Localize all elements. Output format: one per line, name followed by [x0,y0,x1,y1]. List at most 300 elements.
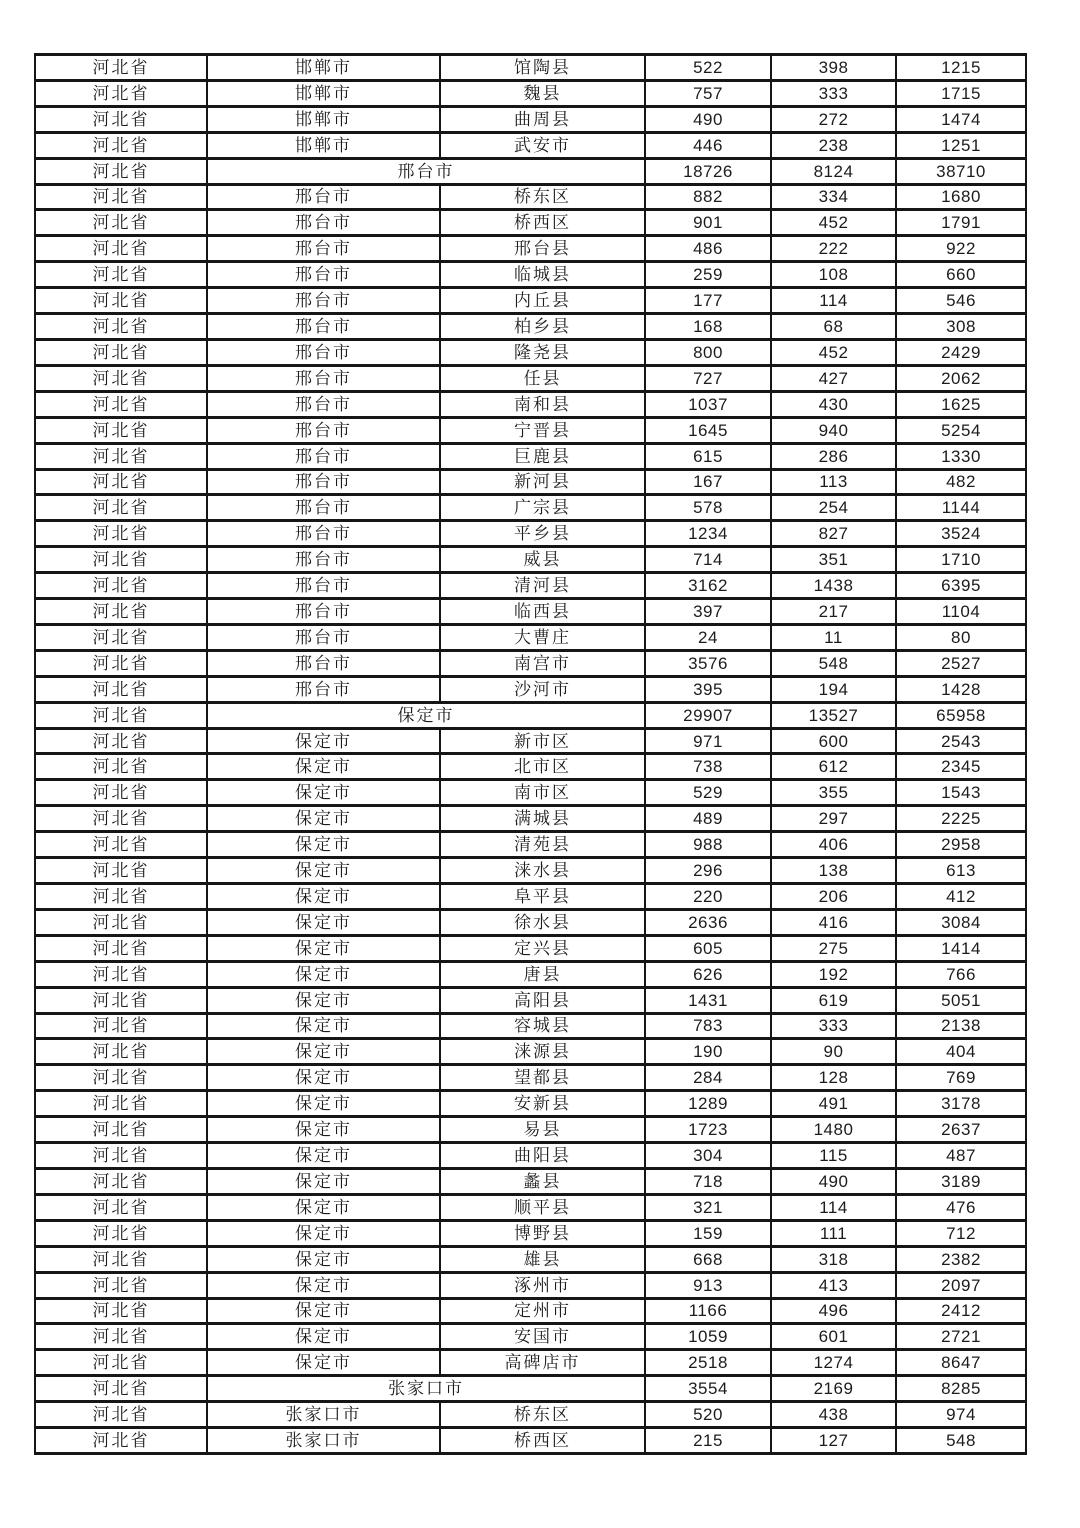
cell-value: 127 [771,1428,896,1454]
cell-value: 578 [645,495,771,521]
cell-province: 河北省 [35,599,207,625]
cell-city: 保定市 [207,1117,440,1143]
cell-value: 114 [771,1194,896,1220]
cell-city: 邢台市 [207,443,440,469]
table-row [35,1143,1026,1169]
cell-province: 河北省 [35,573,207,599]
cell-province: 河北省 [35,961,207,987]
cell-county: 南市区 [440,780,645,806]
cell-county: 涞水县 [440,858,645,884]
cell-county: 柏乡县 [440,314,645,340]
cell-province: 河北省 [35,1168,207,1194]
cell-value: 489 [645,806,771,832]
cell-value: 254 [771,495,896,521]
table-row [35,1194,1026,1220]
table-row [35,650,1026,676]
table-body [35,55,1026,1454]
cell-value: 168 [645,314,771,340]
cell-value: 167 [645,469,771,495]
cell-value: 548 [771,650,896,676]
cell-value: 3084 [896,909,1026,935]
cell-value: 757 [645,80,771,106]
cell-value: 1680 [896,184,1026,210]
cell-province: 河北省 [35,495,207,521]
cell-province: 河北省 [35,624,207,650]
cell-province: 河北省 [35,80,207,106]
cell-value: 296 [645,858,771,884]
cell-province: 河北省 [35,1143,207,1169]
cell-value: 766 [896,961,1026,987]
cell-county: 博野县 [440,1220,645,1246]
cell-province: 河北省 [35,288,207,314]
cell-value: 452 [771,210,896,236]
cell-county: 邢台县 [440,236,645,262]
cell-city: 张家口市 [207,1402,440,1428]
table-row [35,599,1026,625]
cell-county: 内丘县 [440,288,645,314]
cell-county: 魏县 [440,80,645,106]
cell-value: 275 [771,935,896,961]
cell-value: 1144 [896,495,1026,521]
cell-city: 保定市 [207,1246,440,1272]
cell-province: 河北省 [35,1246,207,1272]
cell-county: 高阳县 [440,987,645,1013]
cell-province: 河北省 [35,702,207,728]
cell-value: 427 [771,365,896,391]
cell-city: 保定市 [207,987,440,1013]
cell-province: 河北省 [35,728,207,754]
table-row [35,884,1026,910]
cell-county: 清河县 [440,573,645,599]
cell-province: 河北省 [35,1091,207,1117]
table-row [35,469,1026,495]
cell-city: 保定市 [207,1091,440,1117]
cell-city: 邢台市 [207,417,440,443]
cell-value: 29907 [645,702,771,728]
cell-value: 2637 [896,1117,1026,1143]
cell-value: 11 [771,624,896,650]
cell-value: 1723 [645,1117,771,1143]
cell-city: 邯郸市 [207,55,440,81]
cell-province: 河北省 [35,1324,207,1350]
cell-county: 广宗县 [440,495,645,521]
cell-value: 114 [771,288,896,314]
cell-county: 顺平县 [440,1194,645,1220]
cell-value: 284 [645,1065,771,1091]
table-row [35,365,1026,391]
table-row [35,339,1026,365]
cell-value: 5051 [896,987,1026,1013]
cell-value: 1414 [896,935,1026,961]
cell-province: 河北省 [35,935,207,961]
table-row [35,1324,1026,1350]
cell-value: 619 [771,987,896,1013]
cell-city-summary: 保定市 [207,702,645,728]
cell-value: 613 [896,858,1026,884]
cell-county: 新河县 [440,469,645,495]
table-row [35,1013,1026,1039]
cell-value: 413 [771,1272,896,1298]
cell-city: 邢台市 [207,288,440,314]
cell-value: 304 [645,1143,771,1169]
cell-value: 259 [645,262,771,288]
cell-county: 威县 [440,547,645,573]
cell-city: 保定市 [207,1039,440,1065]
cell-province: 河北省 [35,365,207,391]
cell-value: 1037 [645,391,771,417]
cell-value: 1166 [645,1298,771,1324]
cell-value: 13527 [771,702,896,728]
cell-value: 1438 [771,573,896,599]
table-row [35,1168,1026,1194]
cell-county: 清苑县 [440,832,645,858]
cell-county: 馆陶县 [440,55,645,81]
cell-value: 626 [645,961,771,987]
table-row [35,780,1026,806]
cell-value: 2412 [896,1298,1026,1324]
table-row [35,288,1026,314]
cell-province: 河北省 [35,987,207,1013]
cell-province: 河北省 [35,184,207,210]
cell-county: 雄县 [440,1246,645,1272]
cell-value: 612 [771,754,896,780]
cell-value: 190 [645,1039,771,1065]
cell-value: 2429 [896,339,1026,365]
cell-city: 保定市 [207,1298,440,1324]
cell-county: 桥东区 [440,184,645,210]
cell-city: 邢台市 [207,599,440,625]
table-row [35,1298,1026,1324]
cell-city: 保定市 [207,1220,440,1246]
cell-value: 2225 [896,806,1026,832]
cell-value: 1645 [645,417,771,443]
cell-value: 712 [896,1220,1026,1246]
cell-county: 曲阳县 [440,1143,645,1169]
cell-city: 邢台市 [207,391,440,417]
cell-province: 河北省 [35,1220,207,1246]
table-row [35,1117,1026,1143]
cell-city: 保定市 [207,909,440,935]
cell-value: 333 [771,1013,896,1039]
cell-value: 827 [771,521,896,547]
cell-county: 临西县 [440,599,645,625]
cell-value: 333 [771,80,896,106]
table-row [35,1428,1026,1454]
cell-city: 邯郸市 [207,80,440,106]
cell-value: 971 [645,728,771,754]
cell-province: 河北省 [35,55,207,81]
table-row-city-summary [35,158,1026,184]
cell-value: 482 [896,469,1026,495]
cell-value: 108 [771,262,896,288]
cell-value: 38710 [896,158,1026,184]
cell-province: 河北省 [35,1039,207,1065]
cell-value: 65958 [896,702,1026,728]
cell-city: 邢台市 [207,573,440,599]
table-row [35,547,1026,573]
cell-value: 491 [771,1091,896,1117]
cell-value: 220 [645,884,771,910]
table-row [35,961,1026,987]
cell-value: 783 [645,1013,771,1039]
cell-value: 2636 [645,909,771,935]
table-row [35,676,1026,702]
cell-province: 河北省 [35,676,207,702]
cell-value: 520 [645,1402,771,1428]
cell-value: 882 [645,184,771,210]
cell-county: 容城县 [440,1013,645,1039]
cell-city: 邢台市 [207,339,440,365]
cell-city: 保定市 [207,1143,440,1169]
cell-value: 1059 [645,1324,771,1350]
cell-county: 桥西区 [440,210,645,236]
cell-city: 保定市 [207,1350,440,1376]
cell-value: 800 [645,339,771,365]
cell-value: 446 [645,132,771,158]
cell-county: 安国市 [440,1324,645,1350]
table-row [35,417,1026,443]
cell-county: 满城县 [440,806,645,832]
cell-value: 395 [645,676,771,702]
cell-province: 河北省 [35,339,207,365]
cell-value: 3162 [645,573,771,599]
cell-value: 24 [645,624,771,650]
table-row [35,314,1026,340]
cell-city: 保定市 [207,806,440,832]
table-row-city-summary [35,702,1026,728]
cell-value: 1251 [896,132,1026,158]
cell-value: 769 [896,1065,1026,1091]
table-row [35,443,1026,469]
cell-city: 保定市 [207,961,440,987]
cell-province: 河北省 [35,754,207,780]
cell-county: 徐水县 [440,909,645,935]
cell-county: 北市区 [440,754,645,780]
cell-province: 河北省 [35,858,207,884]
cell-value: 3189 [896,1168,1026,1194]
table-row [35,935,1026,961]
cell-value: 3178 [896,1091,1026,1117]
cell-county: 巨鹿县 [440,443,645,469]
cell-value: 1274 [771,1350,896,1376]
cell-value: 738 [645,754,771,780]
table-row [35,262,1026,288]
table-row [35,858,1026,884]
cell-city: 保定市 [207,1168,440,1194]
cell-province: 河北省 [35,106,207,132]
table-row [35,832,1026,858]
cell-province: 河北省 [35,832,207,858]
cell-value: 922 [896,236,1026,262]
cell-city: 邯郸市 [207,106,440,132]
cell-value: 406 [771,832,896,858]
cell-county: 桥西区 [440,1428,645,1454]
cell-value: 1289 [645,1091,771,1117]
cell-city: 保定市 [207,1194,440,1220]
cell-city: 保定市 [207,728,440,754]
cell-value: 438 [771,1402,896,1428]
cell-city: 邢台市 [207,624,440,650]
cell-value: 128 [771,1065,896,1091]
cell-value: 321 [645,1194,771,1220]
cell-city: 邢台市 [207,314,440,340]
cell-value: 18726 [645,158,771,184]
cell-county: 定州市 [440,1298,645,1324]
cell-province: 河北省 [35,262,207,288]
cell-value: 605 [645,935,771,961]
cell-value: 1215 [896,55,1026,81]
cell-county: 涿州市 [440,1272,645,1298]
cell-value: 6395 [896,573,1026,599]
cell-city: 保定市 [207,1272,440,1298]
cell-value: 988 [645,832,771,858]
cell-province: 河北省 [35,1194,207,1220]
cell-value: 398 [771,55,896,81]
cell-value: 2958 [896,832,1026,858]
cell-value: 8647 [896,1350,1026,1376]
cell-city: 邢台市 [207,495,440,521]
cell-value: 412 [896,884,1026,910]
cell-value: 351 [771,547,896,573]
cell-value: 1428 [896,676,1026,702]
cell-value: 668 [645,1246,771,1272]
cell-value: 487 [896,1143,1026,1169]
cell-county: 宁晋县 [440,417,645,443]
cell-value: 318 [771,1246,896,1272]
cell-value: 430 [771,391,896,417]
cell-county: 新市区 [440,728,645,754]
table-row [35,236,1026,262]
cell-value: 8285 [896,1376,1026,1402]
cell-value: 68 [771,314,896,340]
cell-value: 334 [771,184,896,210]
cell-county: 蠡县 [440,1168,645,1194]
table-row [35,987,1026,1013]
cell-county: 临城县 [440,262,645,288]
cell-province: 河北省 [35,1428,207,1454]
cell-value: 308 [896,314,1026,340]
cell-value: 397 [645,599,771,625]
cell-value: 913 [645,1272,771,1298]
cell-province: 河北省 [35,1065,207,1091]
statistics-table [34,53,1027,1455]
cell-value: 1480 [771,1117,896,1143]
cell-value: 272 [771,106,896,132]
cell-value: 90 [771,1039,896,1065]
cell-value: 1710 [896,547,1026,573]
cell-value: 901 [645,210,771,236]
cell-city: 保定市 [207,935,440,961]
cell-county: 安新县 [440,1091,645,1117]
cell-value: 714 [645,547,771,573]
cell-city: 保定市 [207,884,440,910]
cell-value: 2062 [896,365,1026,391]
cell-value: 138 [771,858,896,884]
table-row [35,1065,1026,1091]
cell-county: 望都县 [440,1065,645,1091]
cell-city: 邢台市 [207,547,440,573]
cell-value: 601 [771,1324,896,1350]
cell-value: 297 [771,806,896,832]
table-row [35,728,1026,754]
cell-city: 邢台市 [207,184,440,210]
cell-city: 邢台市 [207,210,440,236]
cell-value: 1474 [896,106,1026,132]
cell-province: 河北省 [35,469,207,495]
cell-county: 隆尧县 [440,339,645,365]
cell-city: 保定市 [207,780,440,806]
cell-value: 529 [645,780,771,806]
cell-value: 222 [771,236,896,262]
cell-value: 1104 [896,599,1026,625]
table-row [35,1246,1026,1272]
cell-city: 保定市 [207,832,440,858]
cell-value: 546 [896,288,1026,314]
cell-city-summary: 邢台市 [207,158,645,184]
cell-province: 河北省 [35,1013,207,1039]
cell-value: 206 [771,884,896,910]
cell-province: 河北省 [35,443,207,469]
table-row [35,80,1026,106]
cell-value: 2527 [896,650,1026,676]
cell-city: 保定市 [207,1013,440,1039]
cell-city-summary: 张家口市 [207,1376,645,1402]
table-row [35,1220,1026,1246]
cell-value: 177 [645,288,771,314]
cell-province: 河北省 [35,806,207,832]
cell-value: 5254 [896,417,1026,443]
table-row [35,573,1026,599]
cell-value: 1791 [896,210,1026,236]
cell-value: 1431 [645,987,771,1013]
cell-city: 邢台市 [207,262,440,288]
cell-county: 平乡县 [440,521,645,547]
cell-value: 416 [771,909,896,935]
cell-province: 河北省 [35,417,207,443]
table-row [35,391,1026,417]
cell-value: 600 [771,728,896,754]
cell-value: 490 [645,106,771,132]
cell-value: 727 [645,365,771,391]
table-row [35,624,1026,650]
table-row-city-summary [35,1376,1026,1402]
cell-province: 河北省 [35,521,207,547]
cell-province: 河北省 [35,909,207,935]
cell-value: 1330 [896,443,1026,469]
cell-province: 河北省 [35,1298,207,1324]
cell-value: 2721 [896,1324,1026,1350]
cell-value: 2518 [645,1350,771,1376]
cell-city: 邯郸市 [207,132,440,158]
table-row [35,1350,1026,1376]
cell-value: 660 [896,262,1026,288]
cell-value: 1625 [896,391,1026,417]
cell-value: 115 [771,1143,896,1169]
cell-city: 保定市 [207,858,440,884]
table-row [35,909,1026,935]
cell-city: 保定市 [207,1324,440,1350]
cell-county: 大曹庄 [440,624,645,650]
cell-value: 1234 [645,521,771,547]
cell-value: 476 [896,1194,1026,1220]
cell-province: 河北省 [35,1272,207,1298]
cell-value: 522 [645,55,771,81]
cell-value: 194 [771,676,896,702]
cell-province: 河北省 [35,650,207,676]
cell-value: 113 [771,469,896,495]
table-row [35,1039,1026,1065]
table-row [35,754,1026,780]
